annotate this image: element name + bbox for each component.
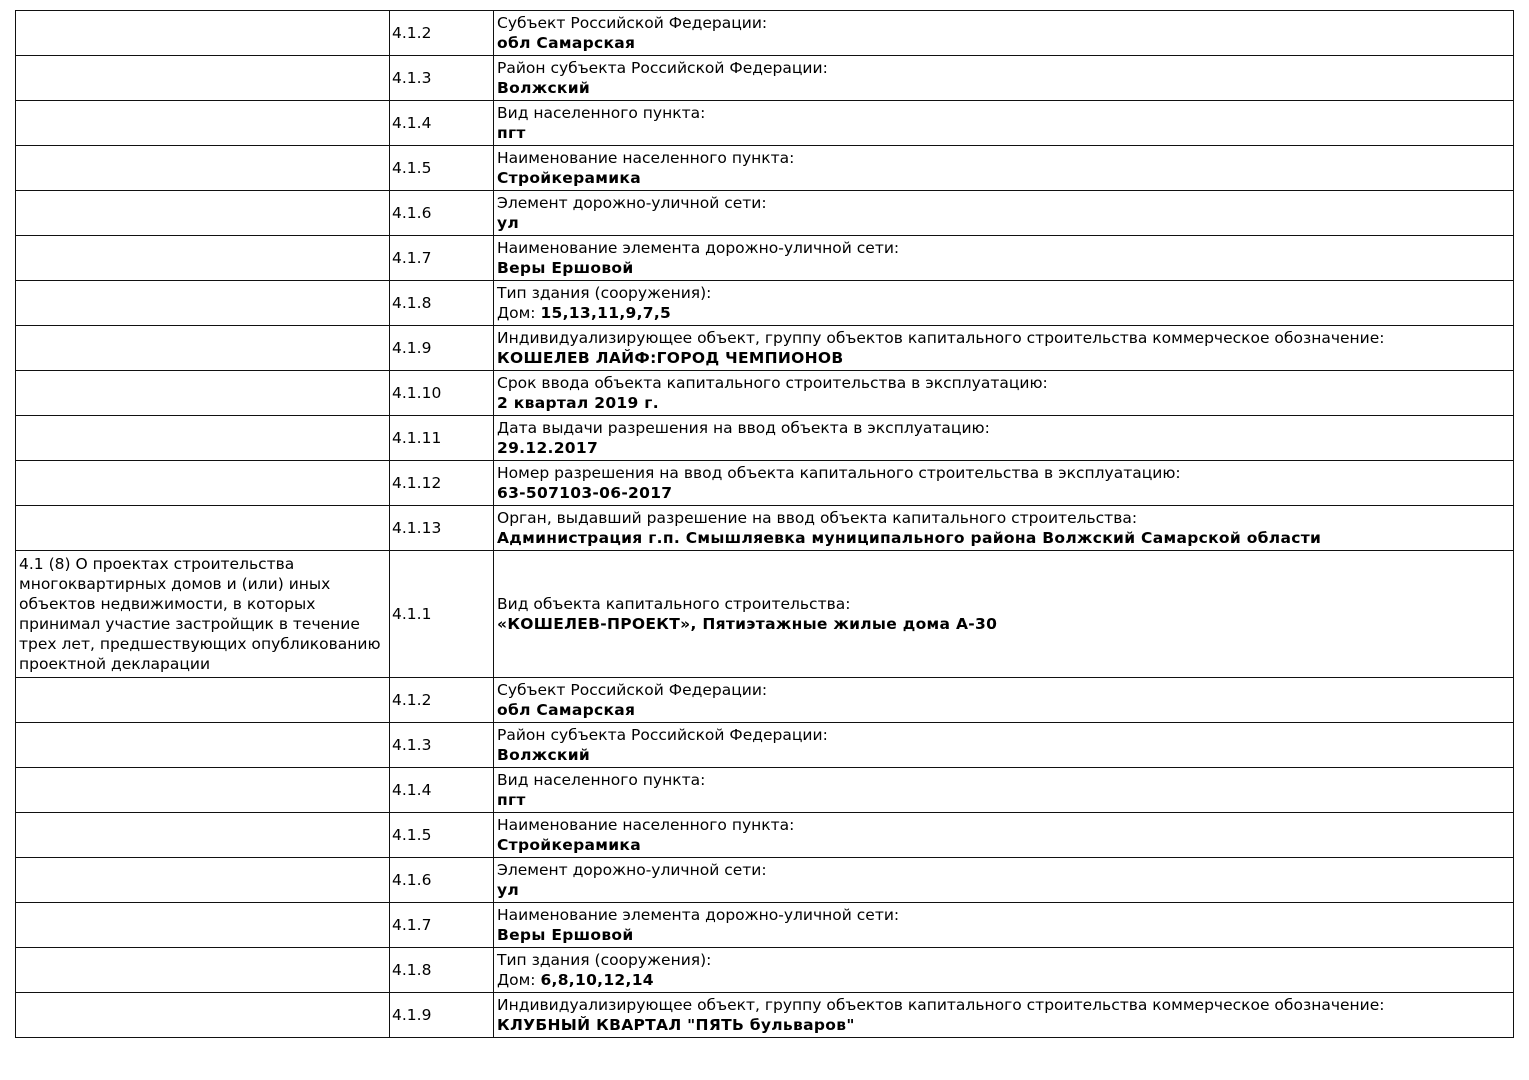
table-row <box>16 416 1514 461</box>
value-text: Веры Ершовой <box>497 259 634 277</box>
field-cell <box>494 506 1514 551</box>
value-text: «КОШЕЛЕВ-ПРОЕКТ», Пятиэтажные жилые дома А-30 <box>497 615 998 633</box>
field-value <box>497 168 1510 188</box>
item-number: 4.1.11 <box>390 416 494 461</box>
field-value <box>497 258 1510 278</box>
section-cell <box>16 281 390 326</box>
item-number: 4.1.10 <box>390 371 494 416</box>
section-cell <box>16 768 390 813</box>
field-label: Дата выдачи разрешения на ввод объекта в эксплуатацию: <box>497 419 990 437</box>
item-number: 4.1.9 <box>390 993 494 1038</box>
value-text: Администрация г.п. Смышляевка муниципального района Волжский Самарской области <box>497 529 1322 547</box>
field-label: Элемент дорожно-уличной сети: <box>497 861 767 879</box>
field-label: Наименование элемента дорожно-уличной сети: <box>497 239 900 257</box>
field-value <box>497 614 1510 634</box>
item-number: 4.1.6 <box>390 858 494 903</box>
section-cell <box>16 191 390 236</box>
table-row <box>16 236 1514 281</box>
value-text: Волжский <box>497 746 591 764</box>
field-label: Район субъекта Российской Федерации: <box>497 59 828 77</box>
section-cell <box>16 723 390 768</box>
table-row <box>16 11 1514 56</box>
table-row <box>16 56 1514 101</box>
item-number: 4.1.2 <box>390 678 494 723</box>
field-value <box>497 1015 1510 1035</box>
field-value <box>497 213 1510 233</box>
field-value <box>497 925 1510 945</box>
field-cell <box>494 146 1514 191</box>
field-value <box>497 880 1510 900</box>
item-number: 4.1.5 <box>390 813 494 858</box>
field-cell <box>494 461 1514 506</box>
field-label: Индивидуализирующее объект, группу объектов капитального строительства коммерческое обозначение: <box>497 996 1385 1014</box>
field-label: Элемент дорожно-уличной сети: <box>497 194 767 212</box>
value-text: 63-507103-06-2017 <box>497 484 673 502</box>
field-value <box>497 970 1510 990</box>
table-row <box>16 858 1514 903</box>
field-value <box>497 745 1510 765</box>
table-row <box>16 948 1514 993</box>
field-label: Субъект Российской Федерации: <box>497 681 768 699</box>
field-cell <box>494 11 1514 56</box>
value-text: Стройкерамика <box>497 169 641 187</box>
field-label: Вид населенного пункта: <box>497 771 706 789</box>
field-cell <box>494 993 1514 1038</box>
table-row <box>16 551 1514 678</box>
item-number: 4.1.8 <box>390 948 494 993</box>
field-value <box>497 700 1510 720</box>
table-row <box>16 678 1514 723</box>
field-cell <box>494 236 1514 281</box>
field-label: Тип здания (сооружения): <box>497 951 712 969</box>
field-value <box>497 528 1510 548</box>
field-cell <box>494 56 1514 101</box>
field-label: Наименование населенного пункта: <box>497 816 795 834</box>
table-row <box>16 903 1514 948</box>
value-text: 2 квартал 2019 г. <box>497 394 659 412</box>
field-cell <box>494 903 1514 948</box>
table-row <box>16 813 1514 858</box>
declaration-table <box>15 10 1514 1038</box>
field-label: Орган, выдавший разрешение на ввод объекта капитального строительства: <box>497 509 1138 527</box>
value-text: КОШЕЛЕВ ЛАЙФ:ГОРОД ЧЕМПИОНОВ <box>497 349 844 367</box>
table-row <box>16 326 1514 371</box>
field-cell <box>494 768 1514 813</box>
value-text: ул <box>497 881 520 899</box>
field-label: Вид населенного пункта: <box>497 104 706 122</box>
item-number: 4.1.6 <box>390 191 494 236</box>
field-label: Номер разрешения на ввод объекта капитального строительства в эксплуатацию: <box>497 464 1181 482</box>
table-row <box>16 101 1514 146</box>
item-number: 4.1.2 <box>390 11 494 56</box>
field-cell <box>494 191 1514 236</box>
value-text: Стройкерамика <box>497 836 641 854</box>
field-value <box>497 348 1510 368</box>
item-number: 4.1.1 <box>390 551 494 678</box>
value-prefix: Дом: <box>497 304 541 322</box>
item-number: 4.1.4 <box>390 768 494 813</box>
value-text: Волжский <box>497 79 591 97</box>
section-cell <box>16 813 390 858</box>
item-number: 4.1.12 <box>390 461 494 506</box>
section-cell <box>16 461 390 506</box>
table-row <box>16 768 1514 813</box>
field-cell <box>494 281 1514 326</box>
value-text: 29.12.2017 <box>497 439 599 457</box>
value-text: 6,8,10,12,14 <box>540 971 654 989</box>
field-cell <box>494 858 1514 903</box>
field-cell <box>494 326 1514 371</box>
item-number: 4.1.7 <box>390 236 494 281</box>
value-text: Веры Ершовой <box>497 926 634 944</box>
field-cell <box>494 723 1514 768</box>
field-cell <box>494 551 1514 678</box>
section-cell <box>16 236 390 281</box>
field-label: Вид объекта капитального строительства: <box>497 595 851 613</box>
value-prefix: Дом: <box>497 971 541 989</box>
item-number: 4.1.8 <box>390 281 494 326</box>
field-label: Тип здания (сооружения): <box>497 284 712 302</box>
field-value <box>497 483 1510 503</box>
section-cell <box>16 506 390 551</box>
field-value <box>497 835 1510 855</box>
section-cell: 4.1 (8) О проектах строительства многоквартирных домов и (или) иных объектов недвижимости, в которых принимал участие застройщик в течение трех лет, предшествующих опубликованию проектной декларации <box>16 551 390 678</box>
field-value <box>497 790 1510 810</box>
section-cell <box>16 678 390 723</box>
field-value <box>497 33 1510 53</box>
field-label: Срок ввода объекта капитального строительства в эксплуатацию: <box>497 374 1048 392</box>
field-cell <box>494 101 1514 146</box>
field-value <box>497 393 1510 413</box>
section-cell <box>16 326 390 371</box>
value-text: пгт <box>497 124 526 142</box>
field-value <box>497 78 1510 98</box>
item-number: 4.1.5 <box>390 146 494 191</box>
value-text: ул <box>497 214 520 232</box>
value-text: 15,13,11,9,7,5 <box>540 304 672 322</box>
field-value <box>497 438 1510 458</box>
section-cell <box>16 948 390 993</box>
table-row <box>16 723 1514 768</box>
field-label: Наименование населенного пункта: <box>497 149 795 167</box>
field-value <box>497 303 1510 323</box>
field-value <box>497 123 1510 143</box>
section-cell <box>16 11 390 56</box>
field-cell <box>494 416 1514 461</box>
section-cell <box>16 101 390 146</box>
item-number: 4.1.13 <box>390 506 494 551</box>
field-label: Индивидуализирующее объект, группу объектов капитального строительства коммерческое обозначение: <box>497 329 1385 347</box>
table-row <box>16 371 1514 416</box>
item-number: 4.1.4 <box>390 101 494 146</box>
field-label: Субъект Российской Федерации: <box>497 14 768 32</box>
field-cell <box>494 678 1514 723</box>
section-cell <box>16 56 390 101</box>
item-number: 4.1.3 <box>390 723 494 768</box>
table-row <box>16 191 1514 236</box>
table-row <box>16 461 1514 506</box>
table-row <box>16 506 1514 551</box>
value-text: обл Самарская <box>497 701 636 719</box>
section-cell <box>16 416 390 461</box>
value-text: пгт <box>497 791 526 809</box>
field-label: Район субъекта Российской Федерации: <box>497 726 828 744</box>
table-row <box>16 993 1514 1038</box>
field-cell <box>494 371 1514 416</box>
section-cell <box>16 858 390 903</box>
section-cell <box>16 993 390 1038</box>
field-cell <box>494 948 1514 993</box>
item-number: 4.1.3 <box>390 56 494 101</box>
section-cell <box>16 146 390 191</box>
section-cell <box>16 371 390 416</box>
value-text: обл Самарская <box>497 34 636 52</box>
item-number: 4.1.7 <box>390 903 494 948</box>
table-row <box>16 146 1514 191</box>
table-row <box>16 281 1514 326</box>
item-number: 4.1.9 <box>390 326 494 371</box>
field-label: Наименование элемента дорожно-уличной сети: <box>497 906 900 924</box>
section-cell <box>16 903 390 948</box>
value-text: КЛУБНЫЙ КВАРТАЛ "ПЯТЬ бульваров" <box>497 1016 855 1034</box>
field-cell <box>494 813 1514 858</box>
